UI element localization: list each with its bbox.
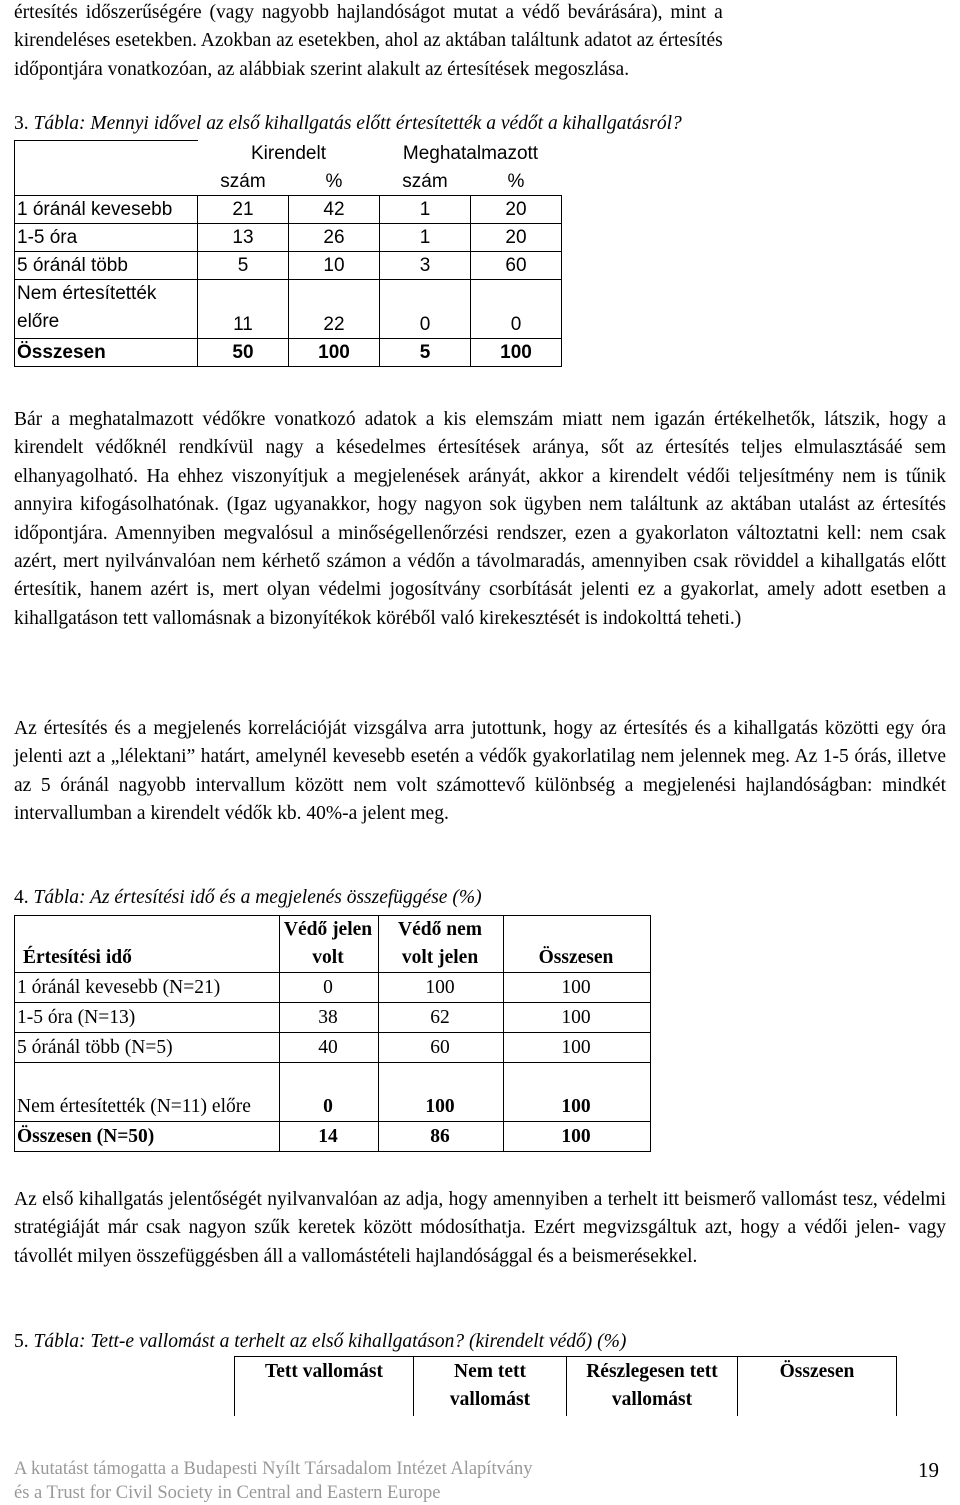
table-row	[15, 1003, 651, 1033]
cell: 100	[379, 1063, 504, 1122]
table5-caption-text: Tábla: Tett-e vallomást a terhelt az első kihallgatáson? (kirendelt védő) (%)	[33, 1331, 627, 1352]
cell: 62	[379, 1003, 504, 1033]
cell: 5	[380, 339, 471, 367]
cell: 100	[504, 1122, 651, 1152]
row-label: Összesen	[15, 339, 198, 367]
table5-header-row	[235, 1357, 897, 1417]
row-label: 5 óránál több	[15, 252, 198, 280]
table3-sub-0: szám	[220, 170, 266, 192]
cell: 42	[289, 196, 380, 224]
footer-line-2: és a Trust for Civil Society in Central and Eastern Europe	[14, 1483, 441, 1503]
cell: 11	[198, 280, 289, 339]
row-label: Összesen (N=50)	[15, 1122, 280, 1152]
row-label: Nem értesítették (N=11) előre	[15, 1063, 280, 1122]
cell: 14	[280, 1122, 379, 1152]
cell: 10	[289, 252, 380, 280]
cell: 0	[471, 280, 562, 339]
intro-line-2: kirendeléses esetekben. Azokban az esetekben, ahol az aktában találtunk adatot az értesítés	[14, 30, 723, 52]
table3-sub-header	[15, 168, 562, 196]
row-label: 1 óránál kevesebb (N=21)	[15, 973, 280, 1003]
table3-group-kirendelt: Kirendelt	[251, 143, 326, 165]
table3-caption	[14, 110, 682, 138]
intro-line-3: időpontjára vonatkozóan, az alábbiak szerint alakult az értesítések megoszlása.	[14, 58, 630, 80]
table4-header-2: Védő nem volt jelen	[379, 916, 504, 973]
table-row	[15, 1033, 651, 1063]
table4-header-3: Összesen	[504, 916, 651, 973]
page-number: 19	[918, 1458, 939, 1482]
row-label: 1 óránál kevesebb	[15, 196, 198, 224]
table3-group-meghatalmazott: Meghatalmazott	[402, 143, 539, 165]
cell: 0	[280, 1063, 379, 1122]
table-row	[15, 196, 562, 224]
table5-header-2: Részlegesen tett vallomást	[567, 1357, 738, 1417]
cell: 60	[379, 1033, 504, 1063]
row-label: 1-5 óra	[15, 224, 198, 252]
cell: 0	[280, 973, 379, 1003]
intro-paragraph	[14, 0, 723, 84]
row-label: 1-5 óra (N=13)	[15, 1003, 280, 1033]
page-footer	[14, 1457, 533, 1505]
table-row	[15, 1063, 651, 1122]
cell: 100	[504, 973, 651, 1003]
table4-header-0: Értesítési idő	[15, 916, 280, 973]
cell: 100	[504, 1033, 651, 1063]
paragraph-2: Az értesítés és a megjelenés korrelációját vizsgálva arra jutottunk, hogy az értesítés és a kihallgatás közötti egy óra jelenti azt a „lélektani” határt, amelynél kevesebb esetén a védők gyakorlatilag nem jelennek meg. Az 1-5 órás, illetve az 5 óránál nagyobb intervallum között nem volt számottevő különbség a megjelenési hajlandóságban: mindkét intervallumban a kirendelt védők kb. 40%-a jelent meg.	[14, 718, 946, 825]
table4-caption	[14, 884, 482, 912]
row-label: 5 óránál több (N=5)	[15, 1033, 280, 1063]
table5-header-0: Tett vallomást	[235, 1357, 414, 1417]
table4-caption-text: Tábla: Az értesítési idő és a megjelenés összefüggése (%)	[33, 887, 482, 908]
cell: 20	[471, 224, 562, 252]
cell: 0	[380, 280, 471, 339]
table4-total-row	[15, 1122, 651, 1152]
cell: 20	[471, 196, 562, 224]
table3	[14, 140, 562, 367]
cell: 100	[471, 339, 562, 367]
table3-total-row	[15, 339, 562, 367]
cell: 5	[198, 252, 289, 280]
footer-line-1: A kutatást támogatta a Budapesti Nyílt Társadalom Intézet Alapítvány	[14, 1459, 533, 1479]
table3-sub-3: %	[507, 170, 525, 192]
cell: 40	[280, 1033, 379, 1063]
table5	[234, 1356, 897, 1416]
cell: 50	[198, 339, 289, 367]
cell: 100	[504, 1003, 651, 1033]
table4-number: 4.	[14, 887, 29, 908]
table3-sub-2: szám	[402, 170, 448, 192]
cell: 13	[198, 224, 289, 252]
cell: 1	[380, 224, 471, 252]
intro-line-1: értesítés időszerűségére (vagy nagyobb hajlandóságot mutat a védő bevárására), mint a	[14, 2, 723, 23]
cell: 100	[504, 1063, 651, 1122]
cell: 100	[379, 973, 504, 1003]
table5-header-3: Összesen	[738, 1357, 897, 1417]
table4-header-row	[15, 916, 651, 973]
table3-number: 3.	[14, 113, 29, 134]
cell: 22	[289, 280, 380, 339]
table-row	[15, 280, 562, 339]
cell: 60	[471, 252, 562, 280]
table5-header-1: Nem tett vallomást	[414, 1357, 567, 1417]
table-row	[15, 973, 651, 1003]
table4-header-1: Védő jelen volt	[280, 916, 379, 973]
cell: 21	[198, 196, 289, 224]
table5-caption	[14, 1328, 626, 1356]
table3-sub-1: %	[325, 170, 343, 192]
table3-group-header	[15, 141, 562, 169]
cell: 38	[280, 1003, 379, 1033]
cell: 3	[380, 252, 471, 280]
table4	[14, 915, 651, 1152]
paragraph-3: Az első kihallgatás jelentőségét nyilvanvalóan az adja, hogy amennyiben a terhelt itt beismerő vallomást tesz, védelmi stratégiáját már csak nagyon szűk keretek között módosíthatja. Ezért megvizsgáltuk azt, hogy a védői jelen- vagy távollét milyen összefüggésben áll a vallomástételi hajlandósággal és a beismerésekkel.	[14, 1189, 946, 1267]
table3-caption-text: Tábla: Mennyi idővel az első kihallgatás előtt értesítették a védőt a kihallgatásról?	[33, 113, 682, 134]
table-row	[15, 224, 562, 252]
cell: 26	[289, 224, 380, 252]
table5-number: 5.	[14, 1331, 29, 1352]
table-row	[15, 252, 562, 280]
cell: 100	[289, 339, 380, 367]
cell: 1	[380, 196, 471, 224]
row-label: Nem értesítették előre	[15, 280, 198, 339]
paragraph-1: Bár a meghatalmazott védőkre vonatkozó adatok a kis elemszám miatt nem igazán értékelhetők, látszik, hogy a kirendelt védőknél rendkívül nagy a késedelmes értesítések aránya, sőt az értesítés teljes elmulasztásáé sem elhanyagolható. Ha ehhez viszonyítjuk a megjelenések arányát, akkor a kirendelt védői teljesítmény nem is tűnik annyira kifogásolhatónak. (Igaz ugyanakkor, hogy nagyon sok ügyben nem találtunk az aktában utalást az értesítés időpontjára. Amennyiben megvalósul a minőségellenőrzési rendszer, ezen a gyakorlaton változtatni kell: nem csak azért, mert nyilvánvalóan nem kérhető számon a védőn a távolmaradás, amennyiben csak röviddel a kihallgatás előtt értesítik, hanem azért is, mert olyan védelmi jogosítvány csorbítását jelenti ez a gyakorlat, amely adott esetben a kihallgatáson tett vallomásnak a bizonyítékok köréből való kirekesztését is indokolttá teheti.)	[14, 409, 946, 629]
cell: 86	[379, 1122, 504, 1152]
